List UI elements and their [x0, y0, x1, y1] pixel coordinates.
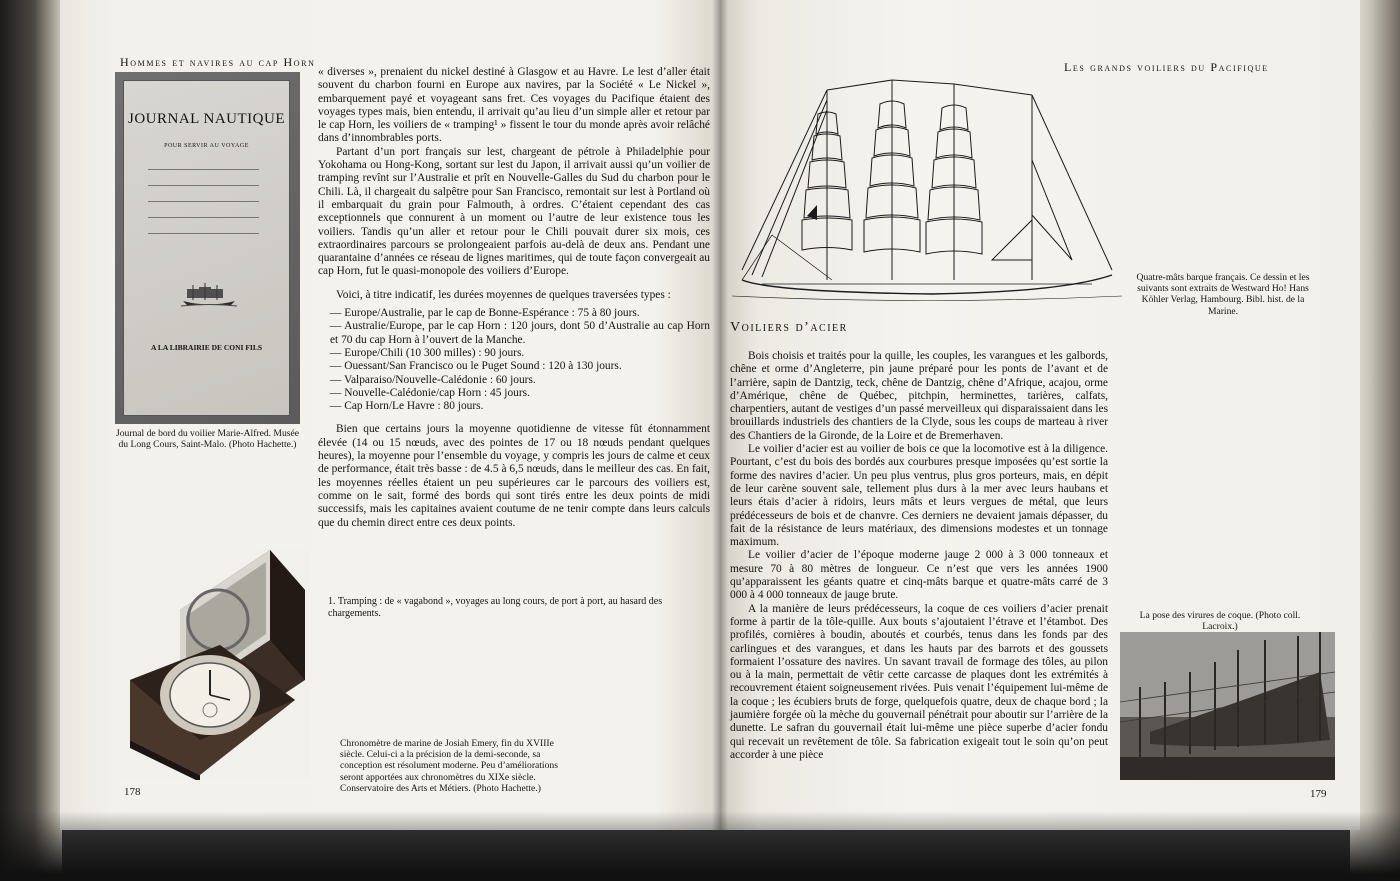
journal-title: JOURNAL NAUTIQUE	[127, 111, 285, 127]
paragraph: Bois choisis et traités pour la quille, les couples, les varangues et les galbords, chêne et orme d’Angleterre, pin jaune préparé pour les ponts de l’avant et de l’arrière, sapin de Dantzig, teck, chêne de Dantzig, chêne d’Afrique, acajou, orme d’Amérique, chêne de Québec, pitchpin, herminettes, tarières, calfats, charpentiers, autant de vestiges d’un passé merveilleux qui disparaissaient dans les brouillards industriels des chantiers de la Clyde, sous les coups de marteau à river des Chantiers de la Gironde, de la Loire et de Bremerhaven.	[730, 350, 1108, 442]
ship-vignette-icon	[179, 281, 239, 307]
journal-line	[148, 169, 259, 170]
paragraph: A la manière de leurs prédécesseurs, la coque de ces voiliers d’acier prenait forme à partir de la tôle-quille. Aux bouts s’ajoutaient l’étrave et l’étambot. Des profilés, cornières à boudin, aboutés et courbés, tenus dans les fonds par des carlingues et des varangues, et dans les hauts par des barrots et des goussets formaient l’ossature des navires. Un savant travail de formage des tôles, au pilon ou à la main, permettait de vêtir cette carcasse de plaques dont les extrémités à recouvrement étaient soigneusement rivées. Puis venait l’équipement lui-même de la coque ; les écubiers bruts de forge, quelquefois quatre, deux de chaque bord ; la jaumière forgée où la mèche du gouvernail pénétrait pour aboutir sur l’arrière de la dunette. Le safran du gouvernail était lui-même une pièce superbe d’acier fondu qui recevait un revêtement de tôle. Sa fabrication exigeait tout le soin qu’on peut accorder à une pièce	[730, 602, 1108, 761]
running-head-right: Les grands voiliers du Pacifique	[1064, 60, 1269, 74]
journal-cover	[123, 80, 290, 416]
journal-caption: Journal de bord du voilier Marie-Alfred. Musée du Long Cours, Saint-Malo. (Photo Hachette.)	[115, 428, 300, 451]
durations-intro: Voici, à titre indicatif, les durées moyennes de quelques traversées types :	[336, 288, 671, 301]
shipyard-caption: La pose des virures de coque. (Photo coll. Lacroix.)	[1139, 610, 1301, 633]
paragraph: Le voilier d’acier est au voilier de bois ce que la locomotive est à la diligence. Pourtant, c’est du bois des bordés aux courbures presque imposées qu’est sortie la forme des navires d’acier. Un peu plus ventrus, plus gros porteurs, mais, en dépit de leur carène souvent sale, tellement plus durs à la mer avec leurs haubans et leurs étais d’acier à ridoirs, leurs mâts et leurs vergues de métal, que leurs prédécesseurs de bois et de chanvre. Ces derniers ne devaient jamais dépasser, du fait de la résistance de leurs matériaux, des dimensions modestes et un tonnage maximum.	[730, 443, 1108, 549]
page-number-right: 179	[1310, 788, 1327, 800]
duration-item: — Nouvelle-Calédonie/cap Horn : 45 jours.	[330, 386, 530, 399]
paragraph: Le voilier d’acier de l’époque moderne jauge 2 000 à 3 000 tonneaux et mesure 70 à 80 mètres de longueur. Ce n’est que vers les années 1900 qu’apparaissent les géants quatre et cinq-mâts barque et quatre-mâts carré de 3 000 à 4 000 tonneaux de jauge brute.	[730, 549, 1108, 602]
left-page	[60, 0, 720, 830]
journal-line	[148, 201, 259, 202]
ship-drawing-caption: Quatre-mâts barque français. Ce dessin et les suivants sont extraits de Westward Ho! Hans Köhler Verlag, Hambourg. Bibl. hist. de la Marine.	[1136, 272, 1310, 317]
paragraph: Partant d’un port français sur lest, chargeant de pétrole à Philadelphie pour Yokohama ou Hong-Kong, sortant sur lest du Japon, il arrivait aussi qu’un voilier de tramping revînt sur l’Australie et prît en Nouvelle-Galles du Sud du charbon pour le Chili. Là, il chargeait du salpêtre pour San Francisco, remontait sur lest à Portland où il embarquait du grain pour Falmouth, à ordres. C’étaient cependant des cas exceptionnels que connurent à un moment ou l’autre de leur existence tous les voiliers. Tandis qu’un aller et retour pour le Chili pouvait durer six mois, ces extraordinaires parcours se prolongeaient parfois au-delà de deux ans. Pendant une quarantaine d’années ce réseau de lignes maritimes, qui de toute façon convergeait au cap Horn, fut le quasi-monopole des voiliers d’Europe.	[318, 145, 710, 278]
chronometer-photo	[120, 550, 310, 780]
journal-line	[148, 217, 259, 218]
chronometer-caption: Chronomètre de marine de Josiah Emery, fin du XVIIIe siècle. Celui-ci a la précision de la demi-seconde, sa conception est résolument moderne. Peu d’améliorations seront apportées aux chronomètres du XIXe siècle. Conservatoire des Arts et Métiers. (Photo Hachette.)	[340, 738, 558, 794]
journal-nautique-photo	[115, 72, 300, 424]
book-gutter	[712, 0, 728, 830]
page-number-left: 178	[124, 786, 141, 798]
duration-item: — Europe/Australie, par le cap de Bonne-Espérance : 75 à 80 jours.	[330, 307, 640, 320]
bottom-shadow	[0, 811, 1400, 881]
section-title: Voiliers d’acier	[730, 320, 848, 335]
duration-item: — Valparaiso/Nouvelle-Calédonie : 60 jours.	[330, 373, 536, 386]
duration-item: — Australie/Europe, par le cap Horn : 120 jours, dont 50 d’Australie au cap Horn et 70 du cap Horn à l’ouvert de la Manche.	[330, 320, 710, 346]
journal-line	[148, 185, 259, 186]
journal-line	[148, 233, 259, 234]
paragraph: « diverses », prenaient du nickel destiné à Glasgow et au Havre. Le lest d’aller était souvent du charbon fourni en Europe aux navires, par la Société « Le Nickel », embarquement payé et voyageant sans fret. Ces voyages du Pacifique étaient des voyages types mais, bien entendu, il arrivait qu’au lieu d’un simple aller et retour par le cap Horn, les voiliers de « tramping¹ » fissent le tour du monde après avoir relâché dans d’innombrables ports.	[318, 66, 710, 145]
right-page	[720, 0, 1360, 830]
duration-item: — Europe/Chili (10 300 milles) : 90 jours.	[330, 346, 525, 359]
book-edge-left	[0, 0, 62, 881]
footnote: 1. Tramping : de « vagabond », voyages au long cours, de port à port, au hasard des chargements.	[328, 596, 663, 619]
durations-list	[318, 307, 710, 413]
duration-item: — Ouessant/San Francisco ou le Puget Sound : 120 à 130 jours.	[330, 360, 622, 373]
four-masted-barque-drawing	[732, 70, 1122, 310]
journal-publisher: A LA LIBRAIRIE DE CONI FILS	[150, 343, 263, 352]
shipyard-photo	[1120, 632, 1335, 780]
left-main-text	[318, 66, 710, 530]
journal-subtitle: POUR SERVIR AU VOYAGE	[164, 143, 249, 149]
duration-item: — Cap Horn/Le Havre : 80 jours.	[330, 400, 484, 413]
right-main-text	[730, 350, 1108, 762]
paragraph: Bien que certains jours la moyenne quotidienne de vitesse fût étonnamment élevée (14 ou 15 nœuds, avec des pointes de 17 ou 18 nœuds pendant quelques heures), la moyenne pour l’ensemble du voyage, y compris les jours de calme et ceux de performance, était très basse : de 4.5 à 6,5 nœuds, dans le meilleur des cas. En fait, les moyennes réelles étaient un peu supérieures car le parcours des voiliers est, comme on le sait, formé des bords qui sont tirés entre les deux points de midi successifs, mais les capitaines avaient coutume de ne tenir compte dans leurs calculs que du chemin direct entre ces deux points.	[318, 423, 710, 529]
running-head-left: Hommes et navires au cap Horn	[120, 55, 316, 69]
